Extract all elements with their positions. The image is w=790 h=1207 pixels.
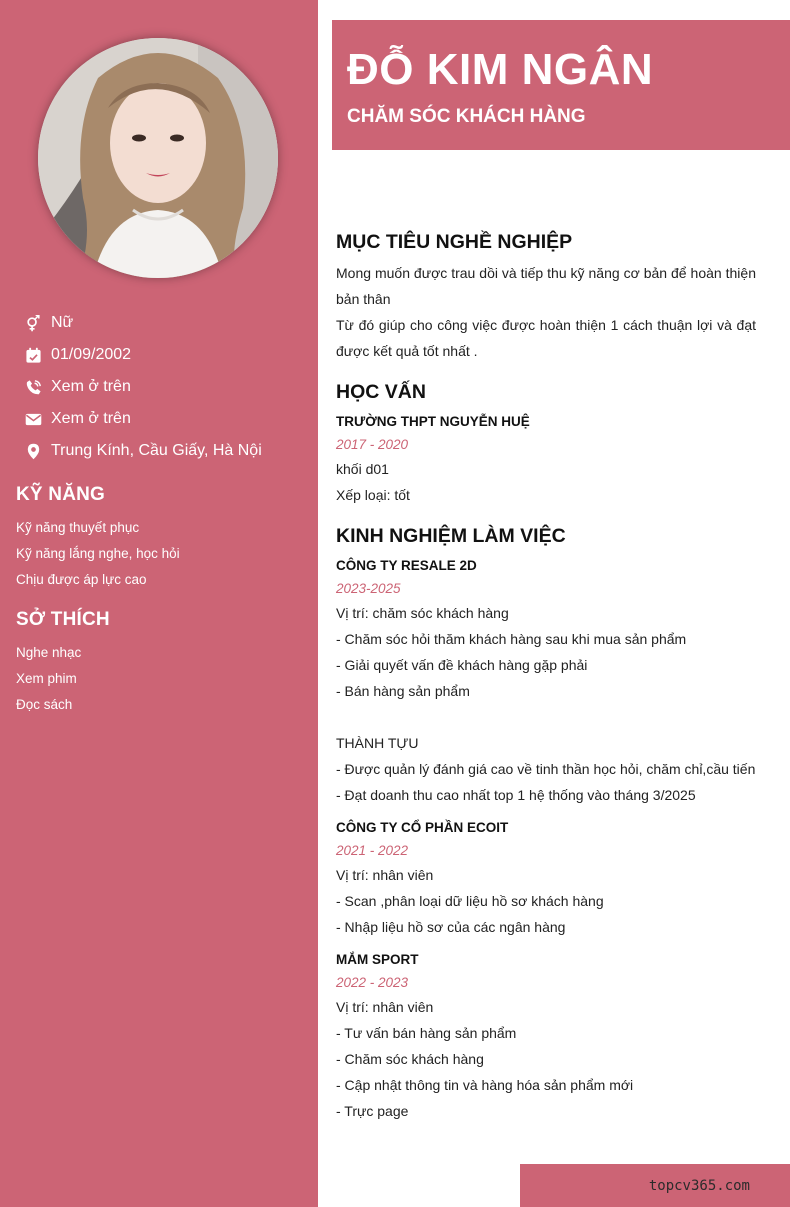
contact-birthday	[24, 339, 314, 371]
calendar-icon	[24, 346, 43, 365]
footer-banner	[520, 1164, 790, 1207]
portrait-illustration	[38, 38, 278, 278]
job-detail: Vị trí: chăm sóc khách hàng	[336, 605, 509, 621]
job-period: 2023-2025	[336, 581, 401, 596]
skills-section	[16, 484, 306, 593]
achievements-heading: THÀNH TỰU	[336, 735, 419, 751]
gender-text: Nữ	[51, 314, 74, 331]
job-period: 2022 - 2023	[336, 975, 409, 990]
education-detail: khối d01	[336, 461, 389, 477]
experience-heading: KINH NGHIỆM LÀM VIỆC	[336, 525, 566, 547]
education-section	[336, 378, 756, 508]
objective-heading: MỤC TIÊU NGHỀ NGHIỆP	[336, 231, 573, 253]
education-detail: Xếp loại: tốt	[336, 487, 410, 503]
main-content	[336, 228, 756, 1124]
hobbies-section	[16, 609, 306, 718]
skill-item: Chịu được áp lực cao	[16, 572, 147, 587]
skill-item: Kỹ năng lắng nghe, học hỏi	[16, 546, 180, 561]
education-period: 2017 - 2020	[336, 437, 409, 452]
phone-icon	[24, 378, 43, 397]
name-header	[332, 20, 790, 150]
job-detail: - Cập nhật thông tin và hàng hóa sản phẩm mới	[336, 1077, 634, 1093]
company-name: MẮM SPORT	[336, 952, 419, 967]
address-text: Trung Kính, Cầu Giấy, Hà Nội	[51, 442, 262, 459]
contact-gender	[24, 307, 314, 339]
skill-item: Kỹ năng thuyết phục	[16, 520, 140, 535]
experience-section	[336, 522, 756, 1124]
job-detail: - Trực page	[336, 1103, 409, 1119]
job-detail: - Giải quyết vấn đề khách hàng gặp phải	[336, 657, 588, 673]
profile-photo	[38, 38, 278, 278]
contact-address	[24, 435, 314, 467]
mail-icon	[24, 410, 43, 429]
phone-text: Xem ở trên	[51, 378, 131, 395]
candidate-name: ĐỖ KIM NGÂN	[347, 45, 654, 94]
education-heading: HỌC VẤN	[336, 381, 426, 403]
contact-phone	[24, 371, 314, 403]
gender-icon	[24, 314, 43, 333]
contact-email	[24, 403, 314, 435]
job-entry	[336, 554, 756, 808]
skills-heading: KỸ NĂNG	[16, 484, 106, 505]
job-period: 2021 - 2022	[336, 843, 409, 858]
achievement-item: - Được quản lý đánh giá cao về tinh thần học hỏi, chăm chỉ,cầu tiến	[336, 761, 756, 777]
watermark-text: topcv365.com	[648, 1178, 750, 1194]
sidebar	[0, 0, 318, 1207]
objective-paragraph: Từ đó giúp cho công việc được hoàn thiện 1 cách thuận lợi và đạt được kết quả tốt nhất .	[336, 317, 756, 359]
objective-section	[336, 228, 756, 364]
location-icon	[24, 442, 43, 461]
hobby-item: Nghe nhạc	[16, 645, 82, 660]
job-entry	[336, 816, 756, 940]
job-detail: - Bán hàng sản phẩm	[336, 683, 470, 699]
school-name: TRƯỜNG THPT NGUYỄN HUỆ	[336, 414, 530, 429]
job-detail: - Nhập liệu hồ sơ của các ngân hàng	[336, 919, 566, 935]
achievement-item: - Đạt doanh thu cao nhất top 1 hệ thống vào tháng 3/2025	[336, 787, 696, 803]
objective-paragraph: Mong muốn được trau dồi và tiếp thu kỹ năng cơ bản để hoàn thiện bản thân	[336, 265, 756, 307]
company-name: CÔNG TY CỔ PHẦN ECOIT	[336, 820, 509, 835]
company-name: CÔNG TY RESALE 2D	[336, 558, 477, 573]
job-detail: - Chăm sóc hỏi thăm khách hàng sau khi mua sản phẩm	[336, 631, 687, 647]
job-detail: Vị trí: nhân viên	[336, 999, 434, 1015]
job-detail: Vị trí: nhân viên	[336, 867, 434, 883]
job-detail: - Tư vấn bán hàng sản phẩm	[336, 1025, 517, 1041]
job-detail: - Scan ,phân loại dữ liệu hồ sơ khách hàng	[336, 893, 604, 909]
contact-list	[24, 307, 314, 467]
birthday-text: 01/09/2002	[51, 346, 132, 363]
job-detail: - Chăm sóc khách hàng	[336, 1051, 484, 1067]
hobby-item: Xem phim	[16, 671, 77, 686]
hobbies-heading: SỞ THÍCH	[16, 609, 110, 630]
hobby-item: Đọc sách	[16, 697, 73, 712]
candidate-role: CHĂM SÓC KHÁCH HÀNG	[347, 106, 586, 127]
email-text: Xem ở trên	[51, 410, 131, 427]
job-entry	[336, 948, 756, 1124]
